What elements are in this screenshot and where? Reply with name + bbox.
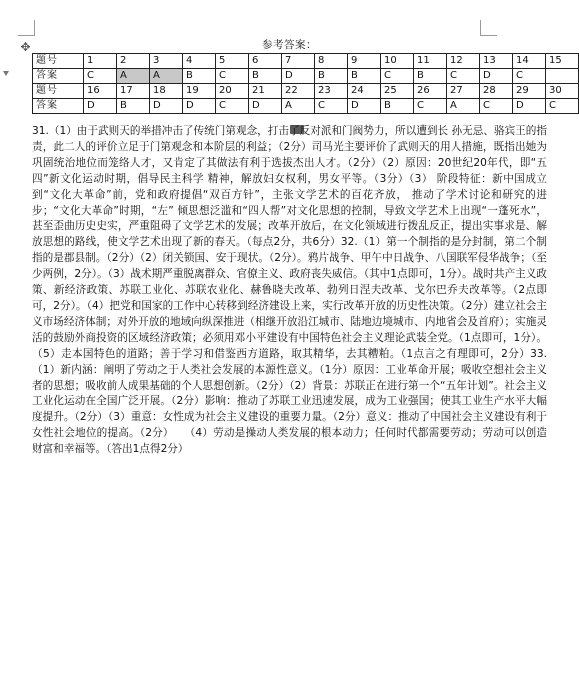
crop-mark-top-left-horizontal [18, 35, 35, 36]
answer-cell: C [513, 69, 546, 84]
answer-cell: B [414, 69, 447, 84]
question-number-cell: 6 [249, 54, 282, 69]
question-number-label: 题号 [33, 54, 84, 69]
answer-cell: B [381, 99, 414, 114]
question-number-cell: 2 [117, 54, 150, 69]
table-row [33, 69, 579, 84]
question-number-cell: 1 [84, 54, 117, 69]
answer-label: 答案 [33, 99, 84, 114]
answer-table [32, 53, 579, 114]
question-number-cell: 30 [546, 84, 579, 99]
answer-cell: D [513, 99, 546, 114]
question-number-cell: 23 [315, 84, 348, 99]
question-number-cell: 24 [348, 84, 381, 99]
answer-cell: C [216, 99, 249, 114]
answer-cell: A [117, 69, 150, 84]
question-number-cell: 19 [183, 84, 216, 99]
question-number-cell: 15 [546, 54, 579, 69]
answer-cell: D [150, 99, 183, 114]
question-number-cell: 12 [447, 54, 480, 69]
answer-cell: D [249, 99, 282, 114]
table-row [33, 54, 579, 69]
answer-label: 答案 [33, 69, 84, 84]
question-number-cell: 8 [315, 54, 348, 69]
question-number-cell: 20 [216, 84, 249, 99]
question-number-cell: 9 [348, 54, 381, 69]
question-number-cell: 22 [282, 84, 315, 99]
answer-cell: B [249, 69, 282, 84]
question-number-cell: 7 [282, 54, 315, 69]
question-number-cell: 29 [513, 84, 546, 99]
question-number-cell: 5 [216, 54, 249, 69]
question-number-cell: 17 [117, 84, 150, 99]
question-number-cell: 25 [381, 84, 414, 99]
answer-cell: B [315, 69, 348, 84]
answer-cell: A [447, 99, 480, 114]
answer-cell: B [348, 69, 381, 84]
answer-cell [546, 69, 579, 84]
answer-cell: D [84, 99, 117, 114]
table-move-handle-icon[interactable]: ✥ [20, 40, 31, 54]
table-row [33, 84, 579, 99]
answer-cell: C [414, 99, 447, 114]
answer-cell: D [282, 69, 315, 84]
answer-cell: A [282, 99, 315, 114]
answer-cell: D [183, 99, 216, 114]
answer-explanation-text: 31.（1）由于武则天的举措冲击了传统门第观念，打击了反对派和门阀势力，所以遭到长 孙无忌、骆宾王的指责，此二人的评价立足于门第观念和本阶层的利益；（2分）司马光主要评价了武则天的用人措施，既指出她为巩固统治地位而笼络人才，又肯定了其做法有利于选拔杰出人才。（2分）（2）原因：20世纪20年代，即“五四”新文化运动时期，倡导民主科学 精神，解放妇女权利，男女平等。（3分）（3） 阶段特征：新中国成立到“文化大革命”前，党和政府提倡“双百方针”，主张文学艺术的百花齐放， 推动了学术讨论和研究的进步；“文化大革命”时期，“左” 倾思想泛滥和“四人帮”对文化思想的控制，导致文学艺术上出现“一蓬死水”， 甚至歪曲历史史实，严重阻碍了文学艺术的发展；改革开放后，在文化领域进行拨乱反正，提出实事求是、解放思想的路线，使文学艺术出现了新的春天。（每点2分，共6分）32.（1）第一个制指的是分封制，第二个制指的是郡县制。（2分）（2）闭关锁国、安于现状。（2分）。鸦片战争、甲午中日战争、八国联军侵华战争；（至少两例，2分）。（3）战术期严重脱离群众、官僚主义、政府丧失威信。（其中1点即可，1分）。战时共产主义政策、新经济政策、苏联工业化、苏联农业化、赫鲁晓夫改革、勃列日涅夫改革、戈尔巴乔夫改革等。（2点即可，2分）。（4）把党和国家的工作中心转移到经济建设上来，实行改革开放的历史性决策。（2分）建立社会主义市场经济体制；对外开放的地域向纵深推进（相继开放沿江城市、陆地边境城市、内地省会及首府）；实施灵活的鼓励外商投资的区域经济政策；必须用邓小平建设有中国特色社会主义理论武装全党。（1点即可，1分）。（5）走本国特色的道路；善于学习和借鉴西方道路，取其精华，去其糟粕。（1点言之有理即可，2分）33.（1）新内涵：阐明了劳动之于人类社会发展的本源性意义。（1分）原因：工业革命开展；吸收空想社会主义者的思想；吸收前人成果基础的个人思想创新。（2分）（2）背景：苏联正在进行第一个“五年计划”。社会主义工业化运动在全国广泛开展。（2分）影响：推动了苏联工业迅速发展，成为工业强国；使其工业生产水平大幅度提升。（2分）（3）重意：女性成为社会主义建设的重要力量。（2分）意义：推动了中国社会主义建设有利于女性社会地位的提高。（2分） （4）劳动是操动人类发展的根本动力；任何时代都需要劳动；劳动可以创造财富和幸福等。（答出1点得2分） [32, 125, 547, 456]
question-number-cell: 16 [84, 84, 117, 99]
answer-cell: D [348, 99, 381, 114]
margin-marker-icon [3, 71, 9, 76]
question-number-cell: 14 [513, 54, 546, 69]
answer-cell: C [447, 69, 480, 84]
question-number-cell: 10 [381, 54, 414, 69]
answer-cell: C [315, 99, 348, 114]
answer-cell: A [150, 69, 183, 84]
answer-cell: C [546, 99, 579, 114]
crop-mark-top-left-vertical [34, 20, 35, 36]
question-number-cell: 21 [249, 84, 282, 99]
answer-cell: B [183, 69, 216, 84]
answer-cell: C [381, 69, 414, 84]
question-number-cell: 28 [480, 84, 513, 99]
question-number-label: 题号 [33, 84, 84, 99]
question-number-cell: 13 [480, 54, 513, 69]
question-number-cell: 3 [150, 54, 183, 69]
document-title: 参考答案： [262, 39, 317, 51]
question-number-cell: 26 [414, 84, 447, 99]
answer-cell: B [117, 99, 150, 114]
question-number-cell: 18 [150, 84, 183, 99]
table-row [33, 99, 579, 114]
crop-mark-top-right-vertical [480, 20, 481, 36]
answer-cell: C [216, 69, 249, 84]
question-number-cell: 11 [414, 54, 447, 69]
crop-mark-top-right-horizontal [480, 35, 497, 36]
question-number-cell: 4 [183, 54, 216, 69]
answer-cell: C [480, 99, 513, 114]
question-number-cell: 27 [447, 84, 480, 99]
answer-cell: D [480, 69, 513, 84]
answer-cell: C [84, 69, 117, 84]
